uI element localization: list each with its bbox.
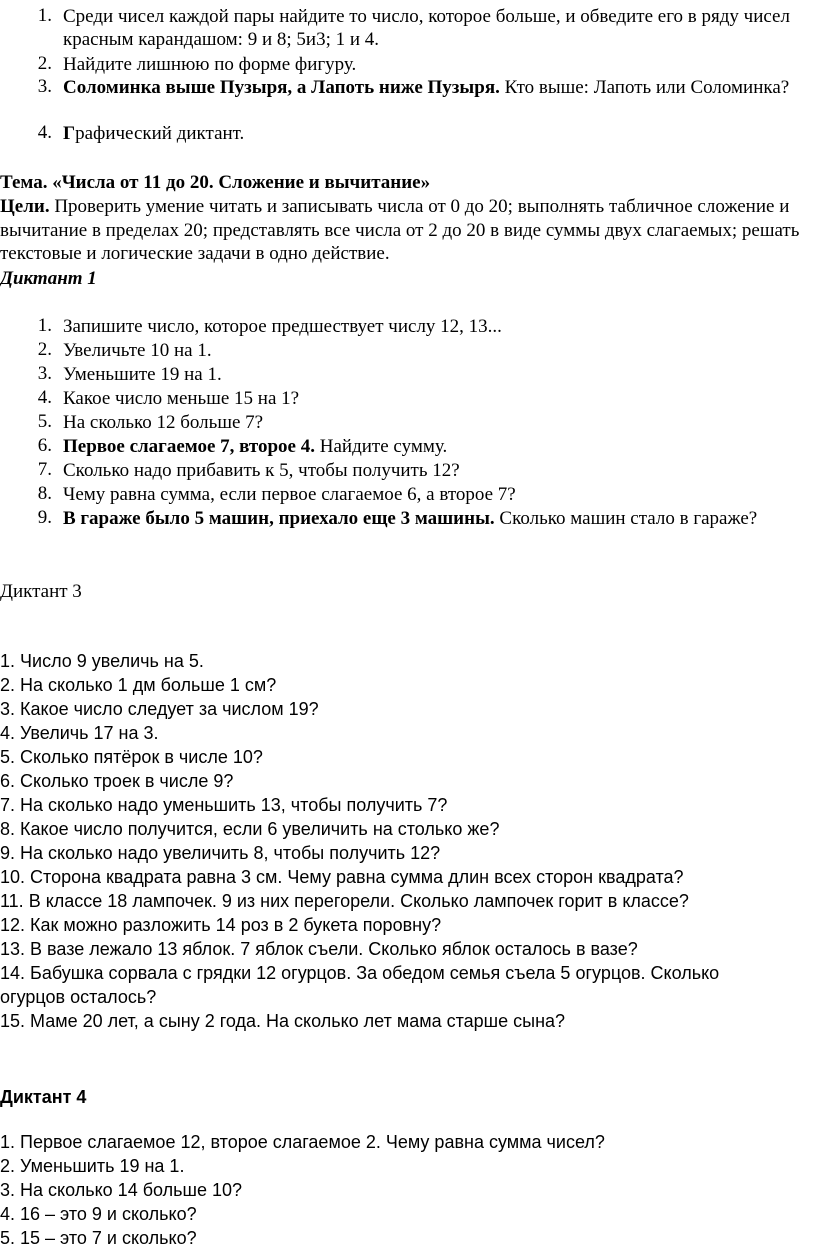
list-item-text: Графический диктант. bbox=[63, 123, 245, 144]
list-item: 5. Сколько пятёрок в числе 10? bbox=[0, 747, 263, 767]
list-item: 5. 15 – это 7 и сколько? bbox=[0, 1228, 197, 1248]
list-item-number: 2. bbox=[37, 53, 52, 74]
list-item: 1. Число 9 увеличь на 5. bbox=[0, 651, 204, 671]
list-item-text: Среди чисел каждой пары найдите то число, которое больше, и обведите его в ряду чисел красным карандашом: 9 и 8; 5и3; 1 и 4. bbox=[63, 6, 790, 50]
list-item-text: Первое слагаемое 7, второе 4. Найдите сумму. bbox=[63, 436, 448, 457]
list-item: 9. На сколько надо увеличить 8, чтобы получить 12? bbox=[0, 843, 441, 863]
list-item: 3. Какое число следует за числом 19? bbox=[0, 699, 319, 719]
list-item-number: 1. bbox=[37, 5, 52, 26]
list-item: 15. Маме 20 лет, а сыну 2 года. На сколько лет мама старше сына? bbox=[0, 1011, 566, 1031]
list-item: 13. В вазе лежало 13 яблок. 7 яблок съели. Сколько яблок осталось в вазе? bbox=[0, 939, 638, 959]
list-item: 4. Увеличь 17 на 3. bbox=[0, 723, 159, 743]
list-item: 7. На сколько надо уменьшить 13, чтобы получить 7? bbox=[0, 795, 448, 815]
list-item-text: Увеличьте 10 на 1. bbox=[63, 340, 212, 361]
list-item: 11. В классе 18 лампочек. 9 из них перегорели. Сколько лампочек горит в классе? bbox=[0, 891, 689, 911]
list-item: 2. На сколько 1 дм больше 1 см? bbox=[0, 675, 277, 695]
list-item-text: Уменьшите 19 на 1. bbox=[63, 364, 222, 385]
list-item-text: Запишите число, которое предшествует числу 12, 13... bbox=[63, 316, 502, 337]
list-item-text: Найдите лишнюю по форме фигуру. bbox=[63, 54, 357, 75]
list-item: 1. Первое слагаемое 12, второе слагаемое 2. Чему равна сумма чисел? bbox=[0, 1132, 605, 1152]
list-item: 10. Сторона квадрата равна 3 см. Чему равна сумма длин всех сторон квадрата? bbox=[0, 867, 684, 887]
dictant-4-title: Диктант 4 bbox=[0, 1087, 87, 1107]
list-item-number: 1. bbox=[37, 315, 52, 336]
dictant-1-title: Диктант 1 bbox=[0, 268, 97, 289]
list-item: 3. На сколько 14 больше 10? bbox=[0, 1180, 242, 1200]
goals-label: Цели. bbox=[0, 196, 50, 217]
list-item-number: 3. bbox=[37, 76, 52, 97]
list-item-text: Соломинка выше Пузыря, а Лапоть ниже Пузыря. Кто выше: Лапоть или Соломинка? bbox=[63, 77, 790, 98]
list-item-text: Сколько надо прибавить к 5, чтобы получить 12? bbox=[63, 460, 460, 481]
list-item-number: 8. bbox=[37, 483, 52, 504]
list-item: 8. Какое число получится, если 6 увеличить на столько же? bbox=[0, 819, 500, 839]
goals-paragraph bbox=[0, 195, 800, 266]
list-item: 6. Сколько троек в числе 9? bbox=[0, 771, 234, 791]
list-item: 12. Как можно разложить 14 роз в 2 букета поровну? bbox=[0, 915, 442, 935]
list-item: 14. Бабушка сорвала с грядки 12 огурцов. За обедом семья съела 5 огурцов. Сколько bbox=[0, 963, 720, 983]
list-item: 2. Уменьшить 19 на 1. bbox=[0, 1156, 185, 1176]
dictant-3-title: Диктант 3 bbox=[0, 581, 82, 602]
list-item: 4. 16 – это 9 и сколько? bbox=[0, 1204, 197, 1224]
list-item-text: Какое число меньше 15 на 1? bbox=[63, 388, 300, 409]
goals-text: Проверить умение читать и записывать числа от 0 до 20; выполнять табличное сложение и вычитание в пределах 20; представлять все числа от 2 до 20 в виде суммы двух слагаемых; решать текстовые и логические задачи в одно действие. bbox=[0, 196, 800, 264]
list-item-continuation: огурцов осталось? bbox=[0, 987, 157, 1007]
list-item-number: 6. bbox=[37, 435, 52, 456]
list-item-text: В гараже было 5 машин, приехало еще 3 машины. Сколько машин стало в гараже? bbox=[63, 508, 758, 529]
list-item-number: 2. bbox=[37, 339, 52, 360]
list-item-number: 7. bbox=[37, 459, 52, 480]
list-item-number: 5. bbox=[37, 411, 52, 432]
list-item-text: Чему равна сумма, если первое слагаемое 6, а второе 7? bbox=[63, 484, 516, 505]
list-item-number: 3. bbox=[37, 363, 52, 384]
list-item-number: 4. bbox=[37, 122, 52, 143]
list-item-text: На сколько 12 больше 7? bbox=[63, 412, 264, 433]
topic-heading: Тема. «Числа от 11 до 20. Сложение и вычитание» bbox=[0, 172, 431, 193]
list-item-number: 4. bbox=[37, 387, 52, 408]
list-item-number: 9. bbox=[37, 507, 52, 528]
